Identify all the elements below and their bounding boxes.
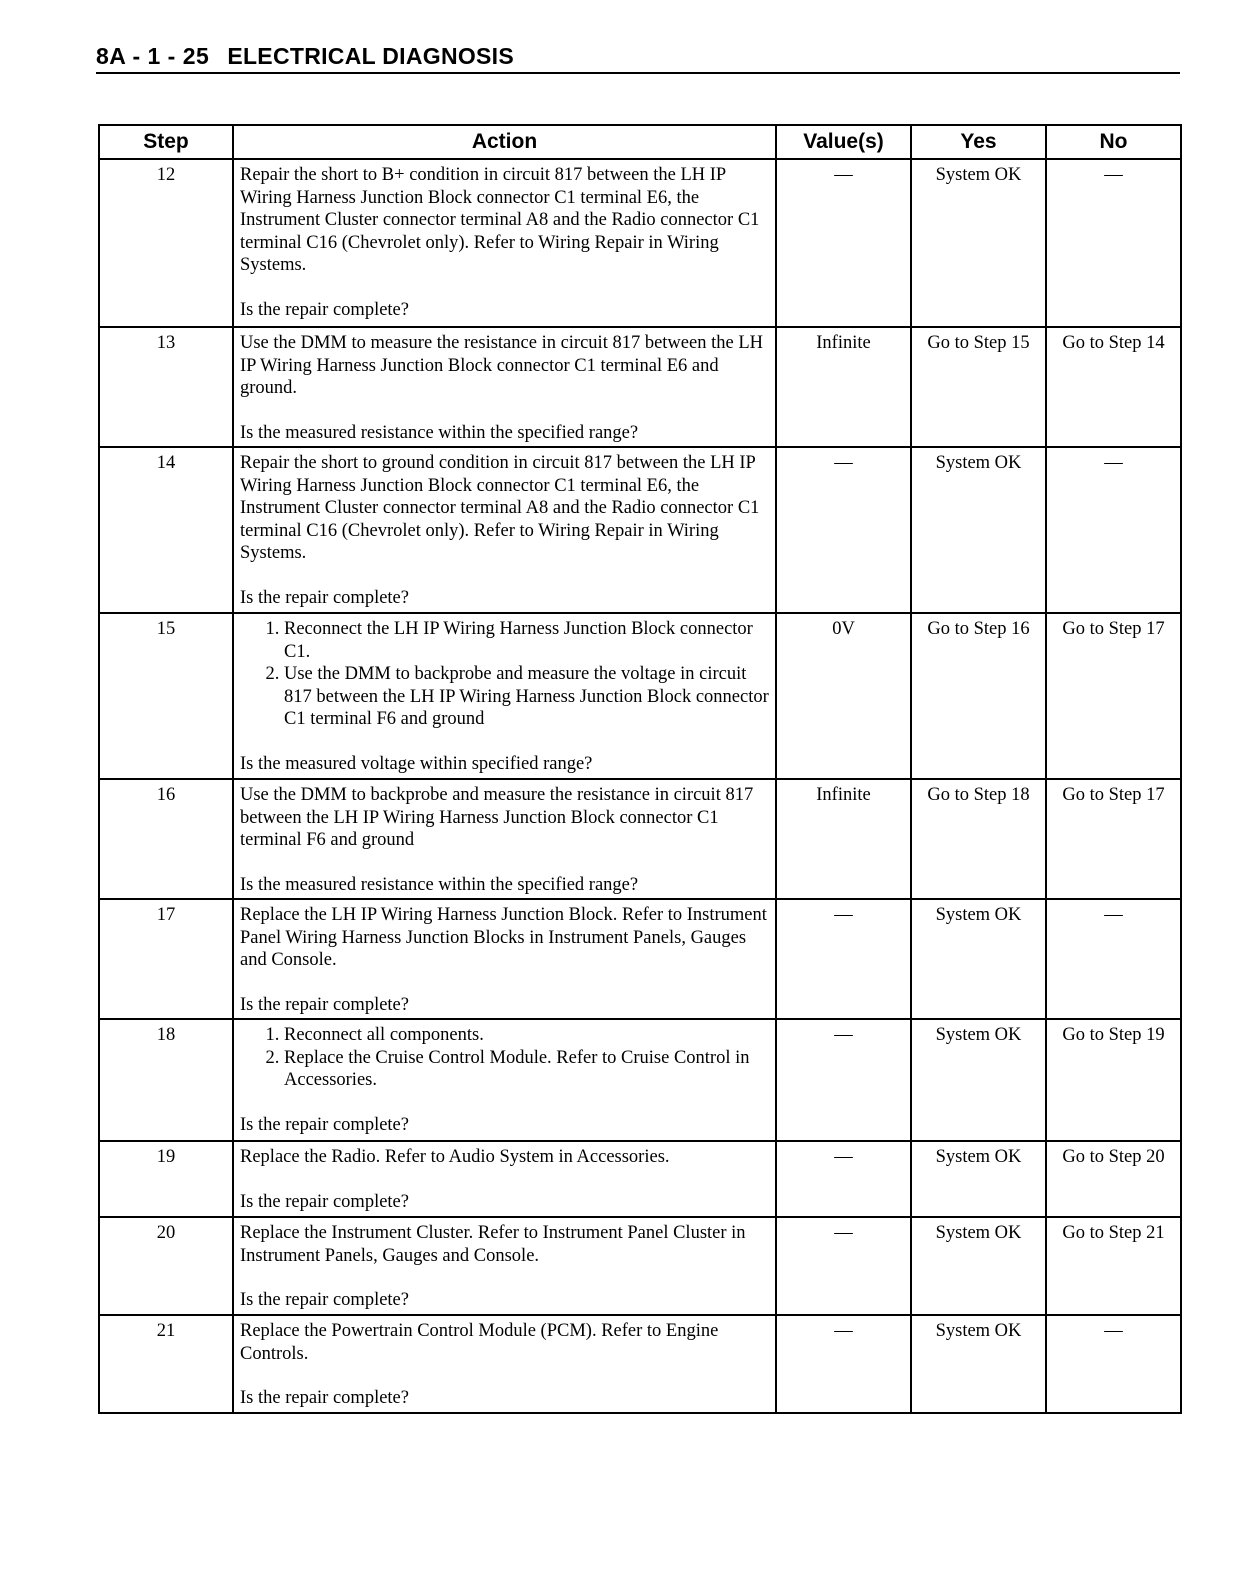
action-question: Is the repair complete? [240,587,409,608]
table-row [99,1141,1181,1217]
table-row [99,159,1181,327]
action-question: Is the measured resistance within the specified range? [240,422,639,443]
value-cell: — [776,899,911,1019]
value-cell: — [776,159,911,327]
step-number: 17 [99,899,233,1019]
table-row [99,1315,1181,1413]
action-text: Replace the LH IP Wiring Harness Junction Block. Refer to Instrument Panel Wiring Harness Junction Blocks in Instrument Panels, Gauges and Console. [240,905,767,970]
value-cell: Infinite [776,779,911,899]
no-cell: Go to Step 14 [1046,327,1181,447]
action-question: Is the repair complete? [240,1388,409,1408]
action-cell [233,1141,776,1217]
step-number: 20 [99,1217,233,1315]
yes-cell: System OK [911,1141,1046,1217]
value-cell: — [776,1019,911,1141]
action-text: Repair the short to B+ condition in circuit 817 between the LH IP Wiring Harness Junction Block connector C1 terminal E6, the Instrument Cluster connector terminal A8 and the Radio connector C1 terminal C16 (Chevrolet only). Refer to Wiring Repair in Wiring Systems. [240,165,760,275]
substep-item: 1. Reconnect all components. [284,1024,769,1047]
step-number: 12 [99,159,233,327]
step-number: 21 [99,1315,233,1413]
yes-cell: System OK [911,159,1046,327]
no-cell: Go to Step 19 [1046,1019,1181,1141]
no-cell: Go to Step 17 [1046,779,1181,899]
action-cell [233,447,776,613]
action-question: Is the repair complete? [240,1114,409,1135]
action-cell [233,159,776,327]
step-number: 14 [99,447,233,613]
action-text: Use the DMM to backprobe and measure the resistance in circuit 817 between the LH IP Wiring Harness Junction Block connector C1 terminal F6 and ground [240,785,754,850]
table-row [99,1019,1181,1141]
table-row [99,613,1181,779]
diagnostic-table [98,124,1182,1414]
substep-list [240,1024,769,1092]
yes-cell: Go to Step 18 [911,779,1046,899]
table-row [99,779,1181,899]
no-cell: — [1046,899,1181,1019]
yes-cell: System OK [911,899,1046,1019]
table-row [99,899,1181,1019]
no-cell: — [1046,1315,1181,1413]
section-title: ELECTRICAL DIAGNOSIS [227,43,515,69]
col-header-no: No [1046,125,1181,159]
yes-cell: Go to Step 16 [911,613,1046,779]
no-cell: — [1046,159,1181,327]
action-cell [233,1019,776,1141]
yes-cell: System OK [911,1217,1046,1315]
action-question: Is the repair complete? [240,299,409,320]
no-cell: Go to Step 21 [1046,1217,1181,1315]
action-question: Is the measured resistance within the specified range? [240,874,639,895]
action-question: Is the repair complete? [240,1191,409,1212]
action-cell [233,1217,776,1315]
yes-cell: System OK [911,1019,1046,1141]
col-header-action: Action [233,125,776,159]
substep-item: 2. Use the DMM to backprobe and measure the voltage in circuit 817 between the LH IP Wiring Harness Junction Block connector C1 terminal F6 and ground [284,663,769,731]
table-row [99,447,1181,613]
action-question: Is the repair complete? [240,994,409,1015]
action-question: Is the repair complete? [240,1290,409,1310]
action-cell [233,1315,776,1413]
action-text: Use the DMM to measure the resistance in circuit 817 between the LH IP Wiring Harness Junction Block connector C1 terminal E6 and ground. [240,333,763,398]
step-number: 19 [99,1141,233,1217]
no-cell: — [1046,447,1181,613]
col-header-yes: Yes [911,125,1046,159]
value-cell: 0V [776,613,911,779]
no-cell: Go to Step 17 [1046,613,1181,779]
value-cell: Infinite [776,327,911,447]
value-cell: — [776,1217,911,1315]
table-row [99,1217,1181,1315]
col-header-step: Step [99,125,233,159]
section-number: 8A - 1 - 25 [96,43,210,69]
step-number: 13 [99,327,233,447]
yes-cell: System OK [911,1315,1046,1413]
page-header [96,40,1180,74]
action-text: Replace the Powertrain Control Module (PCM). Refer to Engine Controls. [240,1321,719,1364]
action-cell [233,613,776,779]
value-cell: — [776,1315,911,1413]
step-number: 16 [99,779,233,899]
substep-item: 1. Reconnect the LH IP Wiring Harness Junction Block connector C1. [284,618,769,663]
action-text: Replace the Radio. Refer to Audio System in Accessories. [240,1147,670,1167]
action-cell [233,327,776,447]
yes-cell: Go to Step 15 [911,327,1046,447]
step-number: 18 [99,1019,233,1141]
table-header-row [99,125,1181,159]
action-cell [233,779,776,899]
value-cell: — [776,447,911,613]
table-row [99,327,1181,447]
action-cell [233,899,776,1019]
step-number: 15 [99,613,233,779]
substep-list [240,618,769,731]
action-question: Is the measured voltage within specified range? [240,753,593,774]
substep-item: 2. Replace the Cruise Control Module. Refer to Cruise Control in Accessories. [284,1047,769,1092]
action-text: Replace the Instrument Cluster. Refer to Instrument Panel Cluster in Instrument Panels, Gauges and Console. [240,1223,746,1266]
value-cell: — [776,1141,911,1217]
no-cell: Go to Step 20 [1046,1141,1181,1217]
yes-cell: System OK [911,447,1046,613]
col-header-values: Value(s) [776,125,911,159]
action-text: Repair the short to ground condition in circuit 817 between the LH IP Wiring Harness Junction Block connector C1 terminal E6, the Instrument Cluster connector terminal A8 and the Radio connector C1 terminal C16 (Chevrolet only). Refer to Wiring Repair in Wiring Systems. [240,453,760,563]
